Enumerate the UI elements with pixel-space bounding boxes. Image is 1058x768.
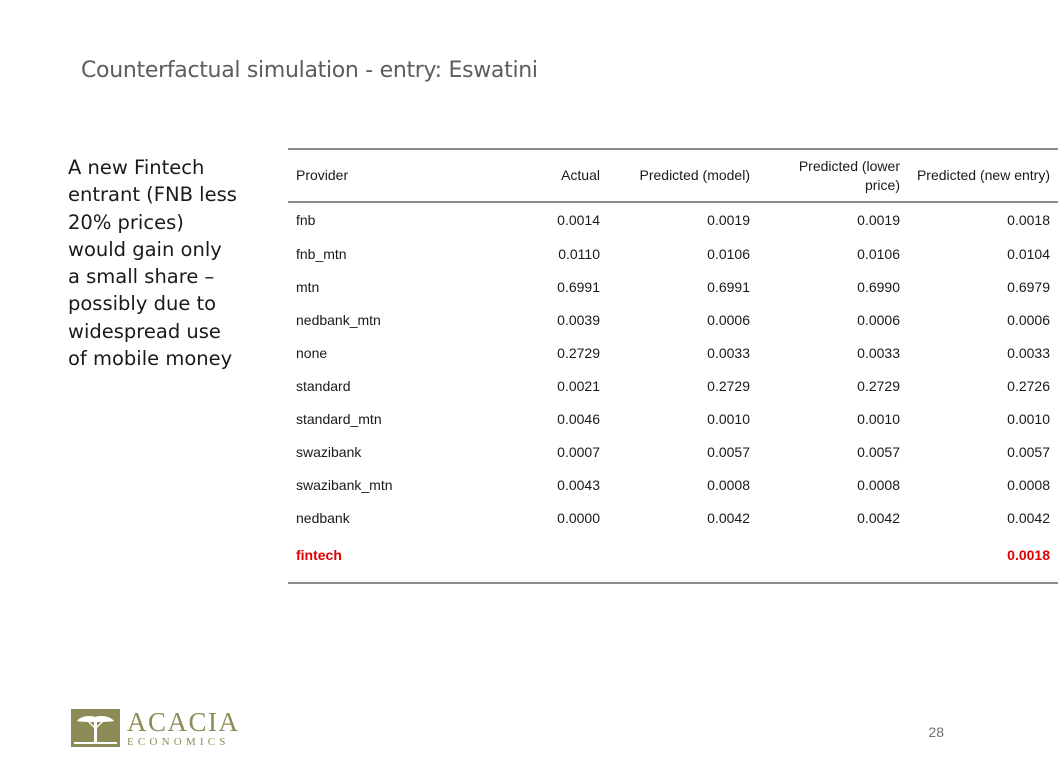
cell-predicted-lower-price — [758, 534, 908, 583]
cell-predicted-model: 0.0019 — [707, 212, 750, 228]
results-table — [288, 148, 1058, 584]
cell-predicted-model: 0.0042 — [707, 509, 750, 526]
table-row — [288, 202, 1058, 237]
logo-tagline: ECONOMICS — [127, 736, 230, 748]
table-row — [288, 501, 1058, 534]
header-predicted-lower-price: Predicted (lower price) — [758, 149, 908, 202]
cell-provider: none — [296, 344, 328, 361]
cell-provider: standard — [296, 377, 351, 394]
cell-predicted-lower-price: 0.0006 — [857, 311, 900, 328]
cell-predicted-lower-price: 0.0008 — [857, 476, 900, 493]
cell-predicted-new-entry: 0.0033 — [1007, 344, 1050, 361]
cell-actual: 0.6991 — [557, 278, 600, 295]
cell-actual: 0.0110 — [558, 245, 600, 262]
page-title: Counterfactual simulation - entry: Eswatini — [81, 58, 538, 83]
acacia-tree-icon — [71, 709, 120, 747]
header-predicted-new-entry: Predicted (new entry) — [908, 149, 1058, 202]
acacia-economics-logo — [71, 709, 241, 749]
cell-actual: 0.0007 — [557, 443, 600, 460]
cell-provider: nedbank — [296, 509, 350, 526]
table-row — [288, 435, 1058, 468]
cell-predicted-lower-price: 0.0106 — [857, 245, 900, 262]
header-provider: Provider — [288, 149, 465, 202]
cell-predicted-model: 0.0057 — [707, 443, 750, 460]
cell-provider: fintech — [296, 547, 342, 563]
cell-predicted-new-entry: 0.0006 — [1007, 311, 1050, 328]
table-row-fintech — [288, 534, 1058, 583]
cell-provider: mtn — [296, 278, 320, 295]
cell-predicted-new-entry: 0.2726 — [1007, 377, 1050, 394]
cell-actual: 0.0039 — [557, 311, 600, 328]
cell-predicted-lower-price: 0.6990 — [857, 278, 900, 295]
table-row — [288, 237, 1058, 270]
cell-predicted-lower-price: 0.2729 — [857, 377, 900, 394]
cell-actual: 0.0043 — [557, 476, 600, 493]
cell-predicted-new-entry: 0.0104 — [1007, 245, 1050, 262]
table-row — [288, 303, 1058, 336]
cell-provider: swazibank — [296, 443, 362, 460]
cell-predicted-new-entry: 0.0008 — [1007, 476, 1050, 493]
table-row — [288, 402, 1058, 435]
table-row — [288, 336, 1058, 369]
cell-predicted-model: 0.0033 — [707, 344, 750, 361]
cell-predicted-lower-price: 0.0019 — [857, 212, 900, 228]
table-row — [288, 270, 1058, 303]
cell-actual: 0.2729 — [557, 344, 600, 361]
cell-provider: standard_mtn — [296, 410, 382, 427]
cell-actual: 0.0014 — [557, 212, 600, 228]
cell-actual: 0.0021 — [557, 377, 600, 394]
cell-predicted-model: 0.2729 — [707, 377, 750, 394]
cell-actual: 0.0000 — [557, 509, 600, 526]
table-row — [288, 468, 1058, 501]
page-number: 28 — [928, 724, 944, 740]
cell-predicted-model — [608, 534, 758, 583]
cell-predicted-model: 0.0008 — [707, 476, 750, 493]
cell-predicted-new-entry: 0.0057 — [1007, 443, 1050, 460]
header-predicted-model: Predicted (model) — [608, 149, 758, 202]
cell-predicted-new-entry: 0.6979 — [1007, 278, 1050, 295]
cell-actual: 0.0046 — [557, 410, 600, 427]
cell-predicted-model: 0.0010 — [707, 410, 750, 427]
cell-predicted-lower-price: 0.0042 — [857, 509, 900, 526]
logo-name: ACACIA — [127, 707, 240, 737]
cell-predicted-lower-price: 0.0057 — [857, 443, 900, 460]
cell-predicted-lower-price: 0.0033 — [857, 344, 900, 361]
cell-predicted-model: 0.6991 — [707, 278, 750, 295]
summary-text: A new Fintech entrant (FNB less 20% prices) would gain only a small share – possibly due to widespread use of mobile money — [68, 156, 237, 371]
cell-predicted-new-entry: 0.0018 — [1007, 212, 1050, 228]
cell-provider: fnb_mtn — [296, 245, 347, 262]
cell-predicted-model: 0.0006 — [707, 311, 750, 328]
header-actual: Actual — [465, 149, 608, 202]
cell-predicted-model: 0.0106 — [707, 245, 750, 262]
cell-actual — [465, 534, 608, 583]
cell-provider: fnb — [296, 212, 316, 228]
cell-predicted-lower-price: 0.0010 — [857, 410, 900, 427]
table-row — [288, 369, 1058, 402]
cell-predicted-new-entry: 0.0042 — [1007, 509, 1050, 526]
cell-provider: swazibank_mtn — [296, 476, 393, 493]
table-header-row — [288, 149, 1058, 202]
cell-provider: nedbank_mtn — [296, 311, 381, 328]
cell-predicted-new-entry: 0.0018 — [1007, 547, 1050, 563]
cell-predicted-new-entry: 0.0010 — [1007, 410, 1050, 427]
